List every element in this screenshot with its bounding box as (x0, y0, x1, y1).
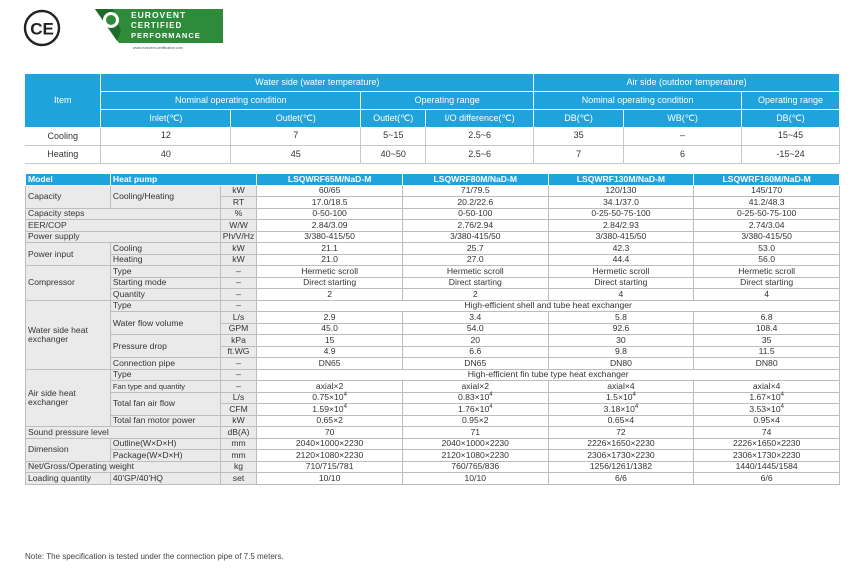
cell: High-efficient shell and tube heat exchanger (257, 300, 840, 312)
cell: 2226×1650×2230 (694, 438, 840, 450)
compressor-label: Compressor (26, 266, 111, 301)
cell: 2.9 (257, 312, 403, 324)
cell (694, 404, 840, 416)
unit: Ph/V/Hz (220, 231, 257, 243)
cell: 1256/1261/1382 (548, 461, 694, 473)
cell: 11.5 (694, 346, 840, 358)
cell: 6/6 (548, 473, 694, 485)
exponent: 4 (634, 404, 639, 411)
unit: kPa (220, 335, 257, 347)
cell: 1440/1445/1584 (694, 461, 840, 473)
table-row (26, 185, 840, 197)
table-row (26, 415, 840, 427)
cell: 41.2/48.3 (694, 197, 840, 209)
cell (694, 392, 840, 404)
cell: 5.8 (548, 312, 694, 324)
sub-label: Type (110, 369, 220, 381)
water-side-label: Water side heat exchanger (26, 300, 111, 369)
cell: 0.95×4 (694, 415, 840, 427)
row-label: Cooling (25, 127, 101, 145)
sub-label: Total fan air flow (110, 392, 220, 415)
cell: axial×2 (402, 381, 548, 393)
cell: 4 (548, 289, 694, 301)
cell: 71/79.5 (402, 185, 548, 197)
table-row (26, 473, 840, 485)
air-nominal-header: Nominal operating condition (534, 92, 742, 110)
table-row (26, 450, 840, 462)
footnote: Note: The specification is tested under the connection pipe of 7.5 meters. (25, 552, 284, 561)
cell: 0-25-50-75-100 (694, 208, 840, 220)
air-range-header: Operating range (742, 92, 840, 110)
cell: axial×4 (548, 381, 694, 393)
table-row (26, 381, 840, 393)
unit: set (220, 473, 257, 485)
sub-label: Quantity (110, 289, 220, 301)
cell: 2.76/2.94 (402, 220, 548, 232)
cell: 21.0 (257, 254, 403, 266)
sub-label: Pressure drop (110, 335, 220, 358)
power-input-label: Power input (26, 243, 111, 266)
unit: – (220, 369, 257, 381)
cell: axial×4 (694, 381, 840, 393)
cell: Direct starting (402, 277, 548, 289)
table1-header-row-1 (25, 74, 840, 92)
cell: Hermetic scroll (257, 266, 403, 278)
table-row (26, 254, 840, 266)
cell: 53.0 (694, 243, 840, 255)
air-side-header: Air side (outdoor temperature) (534, 74, 840, 92)
cell: 4.9 (257, 346, 403, 358)
unit: kW (220, 415, 257, 427)
cell: 72 (548, 427, 694, 439)
exponent: 4 (632, 392, 636, 399)
cell: Hermetic scroll (548, 266, 694, 278)
cell: 42.3 (548, 243, 694, 255)
eurovent-certified: CERTIFIED (131, 21, 183, 30)
cell: Hermetic scroll (694, 266, 840, 278)
table1-header-row-3 (25, 110, 840, 128)
table-row (26, 266, 840, 278)
cell (402, 392, 548, 404)
eurovent-word: EUROVENT (131, 10, 187, 20)
ce-mark-text: CE (30, 19, 54, 39)
cell: 2.5~6 (426, 127, 534, 145)
exponent: 4 (489, 392, 493, 399)
loading-label: Loading quantity (26, 473, 111, 485)
item-header: Item (25, 74, 101, 127)
unit: mm (220, 438, 257, 450)
cell: 34.1/37.0 (548, 197, 694, 209)
cell: 54.0 (402, 323, 548, 335)
value: 1.59×10 (312, 403, 344, 414)
cell (257, 404, 403, 416)
cell: – (624, 127, 742, 145)
cell: 710/715/781 (257, 461, 403, 473)
cell: 7 (231, 127, 361, 145)
unit: mm (220, 450, 257, 462)
eurovent-url: www.eurovent-certification.com (133, 46, 183, 50)
value: 0.83×10 (457, 392, 490, 403)
value: 1.76×10 (457, 403, 490, 414)
cell: 0.65×2 (257, 415, 403, 427)
power-supply-label: Power supply (26, 231, 221, 243)
cell: 2.5~6 (426, 145, 534, 163)
col-header: WB(℃) (624, 110, 742, 128)
unit: – (220, 289, 257, 301)
cell: 71 (402, 427, 548, 439)
unit: – (220, 358, 257, 370)
cell: 4 (694, 289, 840, 301)
cell: 2120×1080×2230 (402, 450, 548, 462)
cell: 6.8 (694, 312, 840, 324)
table-row (26, 231, 840, 243)
table-row (26, 220, 840, 232)
col-header: Outlet(℃) (231, 110, 361, 128)
cell: 35 (534, 127, 624, 145)
unit: RT (220, 197, 257, 209)
cell: 7 (534, 145, 624, 163)
cell: 2120×1080×2230 (257, 450, 403, 462)
cell: 2306×1730×2230 (694, 450, 840, 462)
cell: 44.4 (548, 254, 694, 266)
unit: ft.WG (220, 346, 257, 358)
cell: 21.1 (257, 243, 403, 255)
heat-pump-header: Heat pump (110, 174, 256, 186)
cell: Direct starting (257, 277, 403, 289)
cell: 17.0/18.5 (257, 197, 403, 209)
cell: 45.0 (257, 323, 403, 335)
unit: dB(A) (220, 427, 257, 439)
col-header: Inlet(℃) (101, 110, 231, 128)
weight-label: Net/Gross/Operating weight (26, 461, 221, 473)
table-row (25, 145, 840, 163)
cell: 2.84/2.93 (548, 220, 694, 232)
cell: 40~50 (361, 145, 426, 163)
cell: 6 (624, 145, 742, 163)
cell: 40 (101, 145, 231, 163)
cell: High-efficient fin tube type heat exchanger (257, 369, 840, 381)
cell: 3/380-415/50 (548, 231, 694, 243)
cell: 0-50-100 (257, 208, 403, 220)
cell: axial×2 (257, 381, 403, 393)
cell: 120/130 (548, 185, 694, 197)
cell: DN80 (694, 358, 840, 370)
cell: Hermetic scroll (402, 266, 548, 278)
cell: 60/65 (257, 185, 403, 197)
sub-label: Connection pipe (110, 358, 220, 370)
cell: 92.6 (548, 323, 694, 335)
cell: 15~45 (742, 127, 840, 145)
cell: 0-50-100 (402, 208, 548, 220)
cell: 2 (402, 289, 548, 301)
exponent: 4 (343, 404, 347, 411)
table-row (26, 208, 840, 220)
value: 3.53×10 (749, 403, 781, 414)
sub-label: Total fan motor power (110, 415, 220, 427)
eer-label: EER/COP (26, 220, 221, 232)
cell: 0.95×2 (402, 415, 548, 427)
table-row (26, 243, 840, 255)
water-nominal-header: Nominal operating condition (101, 92, 361, 110)
water-range-header: Operating range (361, 92, 534, 110)
cell: 56.0 (694, 254, 840, 266)
table-row (26, 277, 840, 289)
unit: L/s (220, 392, 257, 404)
cell: 3/380-415/50 (402, 231, 548, 243)
cell: 6.6 (402, 346, 548, 358)
cell: 10/10 (257, 473, 403, 485)
cell: DN65 (257, 358, 403, 370)
cell: 2 (257, 289, 403, 301)
table-row (26, 312, 840, 324)
cell: 20.2/22.6 (402, 197, 548, 209)
cell: 0-25-50-75-100 (548, 208, 694, 220)
cell: Direct starting (548, 277, 694, 289)
cell: 760/765/836 (402, 461, 548, 473)
unit: GPM (220, 323, 257, 335)
cell: 10/10 (402, 473, 548, 485)
cell: 15 (257, 335, 403, 347)
cell: 45 (231, 145, 361, 163)
sub-label: Fan type and quantity (110, 381, 220, 393)
cell: DN65 (402, 358, 548, 370)
cell: Direct starting (694, 277, 840, 289)
cell (548, 392, 694, 404)
cell: 3/380-415/50 (694, 231, 840, 243)
sound-label: Sound pressure level (26, 427, 221, 439)
eurovent-performance: PERFORMANCE (131, 31, 201, 40)
cell: 0.65×4 (548, 415, 694, 427)
unit: kg (220, 461, 257, 473)
capacity-label: Capacity (26, 185, 111, 208)
unit: L/s (220, 312, 257, 324)
sub-label: Type (110, 266, 220, 278)
sub-label: Outline(W×D×H) (110, 438, 220, 450)
value: 3.18×10 (603, 403, 635, 414)
cell: 30 (548, 335, 694, 347)
table-row (26, 369, 840, 381)
cell: 70 (257, 427, 403, 439)
model-name: LSQWRF80M/NaD-M (402, 174, 548, 186)
table-row (26, 289, 840, 301)
sub-label: Package(W×D×H) (110, 450, 220, 462)
unit: CFM (220, 404, 257, 416)
table1-header-row-2 (25, 92, 840, 110)
model-name: LSQWRF130M/NaD-M (548, 174, 694, 186)
cell: 74 (694, 427, 840, 439)
table-row (26, 461, 840, 473)
cell: 35 (694, 335, 840, 347)
table-row (26, 427, 840, 439)
col-header: DB(℃) (742, 110, 840, 128)
model-name: LSQWRF160M/NaD-M (694, 174, 840, 186)
exponent: 4 (343, 392, 347, 399)
cell: DN80 (548, 358, 694, 370)
col-header: I/O difference(℃) (426, 110, 534, 128)
air-side-label: Air side heat exchanger (26, 369, 111, 427)
value: 0.75×10 (312, 392, 344, 403)
exponent: 4 (489, 404, 493, 411)
cell (257, 392, 403, 404)
sub-label: Heating (110, 254, 220, 266)
cell: 108.4 (694, 323, 840, 335)
eurovent-logo (93, 7, 225, 51)
cell: 25.7 (402, 243, 548, 255)
cell: -15~24 (742, 145, 840, 163)
table-row (25, 127, 840, 145)
table-row (26, 300, 840, 312)
model-header: Model (26, 174, 111, 186)
cell: 9.8 (548, 346, 694, 358)
cell: 2306×1730×2230 (548, 450, 694, 462)
cell: 5~15 (361, 127, 426, 145)
row-label: Heating (25, 145, 101, 163)
unit: kW (220, 185, 257, 197)
dimension-label: Dimension (26, 438, 111, 461)
exponent: 4 (780, 404, 784, 411)
cell: 2040×1000×2230 (402, 438, 548, 450)
sub-label: Starting mode (110, 277, 220, 289)
unit: – (220, 266, 257, 278)
cell: 27.0 (402, 254, 548, 266)
cell (548, 404, 694, 416)
unit: – (220, 381, 257, 393)
cell: 3.4 (402, 312, 548, 324)
cell: 2226×1650×2230 (548, 438, 694, 450)
unit: % (220, 208, 257, 220)
exponent: 4 (780, 392, 784, 399)
table-row (26, 392, 840, 404)
cell: 3/380-415/50 (257, 231, 403, 243)
unit: W/W (220, 220, 257, 232)
cell (402, 404, 548, 416)
sub-label: 40'GP/40'HQ (110, 473, 220, 485)
cell: 6/6 (694, 473, 840, 485)
sub-label: Type (110, 300, 220, 312)
cell: 20 (402, 335, 548, 347)
unit: kW (220, 243, 257, 255)
capacity-sub: Cooling/Heating (110, 185, 220, 208)
operating-conditions-table (25, 74, 840, 164)
model-name: LSQWRF65M/NaD-M (257, 174, 403, 186)
specification-table (25, 173, 840, 485)
ce-mark-icon (22, 9, 62, 47)
unit: – (220, 300, 257, 312)
cell: 2.84/3.09 (257, 220, 403, 232)
spec-header-row (26, 174, 840, 186)
unit: kW (220, 254, 257, 266)
cell: 12 (101, 127, 231, 145)
cell: 2040×1000×2230 (257, 438, 403, 450)
col-header: Outlet(℃) (361, 110, 426, 128)
value: 1.5×10 (606, 392, 633, 403)
table-row (26, 438, 840, 450)
unit: – (220, 277, 257, 289)
col-header: DB(℃) (534, 110, 624, 128)
cell: 2.74/3.04 (694, 220, 840, 232)
cell: 145/170 (694, 185, 840, 197)
water-side-header: Water side (water temperature) (101, 74, 534, 92)
value: 1.67×10 (749, 392, 781, 403)
sub-label: Water flow volume (110, 312, 220, 335)
sub-label: Cooling (110, 243, 220, 255)
table-row (26, 358, 840, 370)
capacity-steps-label: Capacity steps (26, 208, 221, 220)
table-row (26, 335, 840, 347)
